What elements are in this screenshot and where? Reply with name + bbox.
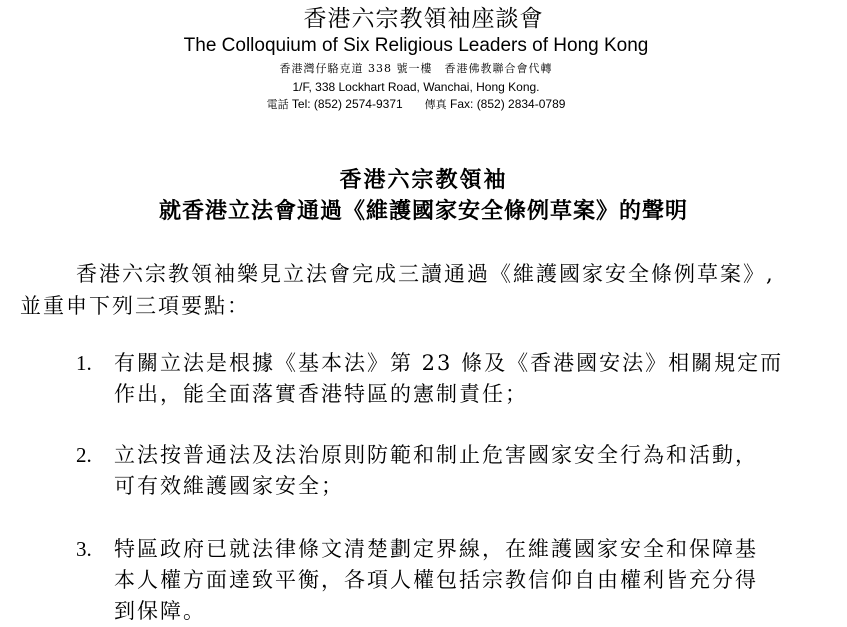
tel-number: Tel: (852) 2574-9371 bbox=[291, 97, 403, 111]
point-item bbox=[76, 534, 816, 627]
fax-number: Fax: (852) 2834-0789 bbox=[450, 97, 566, 111]
point-line: 特區政府已就法律條文清楚劃定界線，在維護國家安全和保障基 bbox=[114, 537, 758, 561]
point-line: 可有效維護國家安全； bbox=[114, 474, 344, 498]
contact-line bbox=[0, 97, 832, 112]
tel-label: 電話 bbox=[266, 98, 289, 111]
point-line: 有關立法是根據《基本法》第 23 條及《香港國安法》相關規定而 bbox=[114, 351, 784, 375]
org-name-zh: 香港六宗教領袖座談會 bbox=[303, 6, 544, 32]
intro-line-1: 香港六宗教領袖樂見立法會完成三讀通過《維護國家安全條例草案》, bbox=[76, 262, 775, 286]
point-line: 到保障。 bbox=[114, 599, 206, 623]
statement-title-line2: 就香港立法會通過《維護國家安全條例草案》的聲明 bbox=[158, 199, 688, 224]
statement-title-line1: 香港六宗教領袖 bbox=[339, 168, 508, 193]
intro-paragraph bbox=[20, 258, 820, 322]
point-line: 立法按普通法及法治原則防範和制止危害國家安全行為和活動， bbox=[114, 443, 758, 467]
address-en: 1/F, 338 Lockhart Road, Wanchai, Hong Kong. bbox=[292, 80, 540, 94]
point-number: 2. bbox=[76, 443, 92, 467]
org-name-en: The Colloquium of Six Religious Leaders of Hong Kong bbox=[183, 35, 649, 56]
point-item bbox=[76, 348, 816, 410]
point-line: 本人權方面達致平衡，各項人權包括宗教信仰自由權利皆充分得 bbox=[114, 568, 758, 592]
point-line: 作出，能全面落實香港特區的憲制責任； bbox=[114, 382, 528, 406]
point-item bbox=[76, 440, 816, 502]
point-number: 1. bbox=[76, 351, 92, 375]
point-number: 3. bbox=[76, 537, 92, 561]
fax-label: 傳真 bbox=[424, 98, 447, 111]
address-zh: 香港灣仔駱克道 338 號一樓 香港佛教聯合會代轉 bbox=[279, 62, 553, 75]
intro-line-2: 並重申下列三項要點： bbox=[20, 294, 250, 318]
